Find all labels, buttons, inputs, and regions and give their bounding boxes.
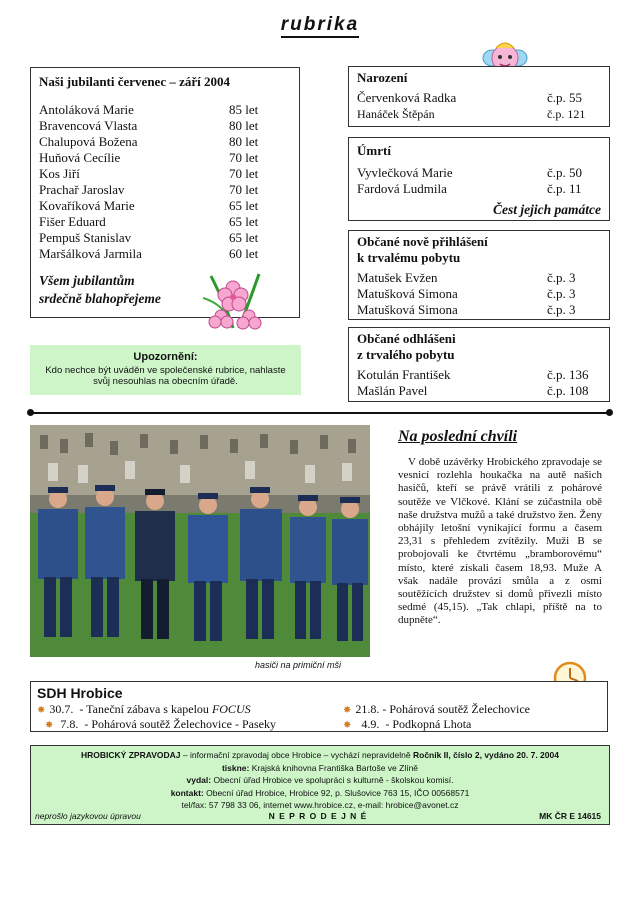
deregistered-cp: č.p. 108 <box>547 383 589 398</box>
footer-line-2: tiskne: Krajská knihovna Františka Bartoše ve Zlíně <box>221 762 419 773</box>
footer-line-1: HROBICKÝ ZPRAVODAJ – informační zpravodaj obce Hrobice – vychází nepravidelně Ročník II, číslo 2, vydáno 20. 7. 2004 <box>81 750 559 760</box>
star-icon: ✸ <box>37 705 46 716</box>
page-header <box>0 14 640 36</box>
footer-line-4: kontakt: Obecní úřad Hrobice, Hrobice 92, p. Slušovice 763 15, IČO 00568571 <box>170 787 470 798</box>
article-title: Na poslední chvíli <box>398 428 518 445</box>
footer-reg: MK ČR E 14615 <box>539 810 601 821</box>
deregistered-title-2: z trvalého pobytu <box>357 347 455 362</box>
sdh-box <box>30 681 608 732</box>
jubilant-name: Kos Jiří <box>39 166 80 181</box>
jubilant-row <box>39 118 291 134</box>
jubilant-age: 85 let <box>229 102 259 117</box>
jubilant-age: 70 let <box>229 166 259 181</box>
births-title: Narození <box>357 70 408 85</box>
deaths-box <box>348 137 610 221</box>
jubilants-greeting-1: Všem jubilantům <box>39 273 135 288</box>
header-title: rubrika <box>281 14 359 38</box>
deaths-honor: Čest jejich památce <box>493 202 601 217</box>
jubilant-row <box>39 246 291 262</box>
notice-line-1: Kdo nechce být uváděn ve společenské rubrice, nahlaste <box>45 365 286 376</box>
death-name: Vyvlečková Marie <box>357 165 453 180</box>
deaths-title: Úmrtí <box>357 143 391 158</box>
jubilants-title: Naši jubilanti červenec – září 2004 <box>39 74 230 89</box>
separator-dot-right <box>606 409 613 416</box>
jubilant-row <box>39 150 291 166</box>
jubilant-row <box>39 230 291 246</box>
birth-cp: č.p. 121 <box>547 107 586 121</box>
jubilant-age: 65 let <box>229 230 259 245</box>
firefighters-photo <box>30 425 370 657</box>
registered-name: Matušková Simona <box>357 302 458 317</box>
jubilant-row <box>39 198 291 214</box>
deregistered-name: Kotulán František <box>357 367 451 382</box>
sdh-title: SDH Hrobice <box>37 685 123 701</box>
footer-sale: N E P R O D E J N É <box>268 810 368 821</box>
jubilant-name: Kovaříková Marie <box>39 198 135 213</box>
footer-line-3: vydal: Obecní úřad Hrobice ve spolupráci s kulturně - školskou komisí. <box>186 775 454 785</box>
death-name: Fardová Ludmila <box>357 181 447 196</box>
jubilant-age: 60 let <box>229 246 259 261</box>
notice-line-2: svůj nesouhlas na obecním úřadě. <box>93 376 238 387</box>
registered-title-1: Občané nově přihlášení <box>357 234 488 249</box>
jubilant-age: 70 let <box>229 150 259 165</box>
jubilant-name: Maršálková Jarmila <box>39 246 142 261</box>
star-icon: ✸ <box>45 720 54 731</box>
death-cp: č.p. 50 <box>547 165 583 180</box>
jubilant-row <box>39 134 291 150</box>
jubilant-row <box>39 182 291 198</box>
registered-title-2: k trvalému pobytu <box>357 250 461 265</box>
jubilant-name: Fišer Eduard <box>39 214 106 229</box>
registered-box <box>348 230 610 320</box>
births-box <box>348 66 610 127</box>
jubilant-name: Pempuš Stanislav <box>39 230 132 245</box>
jubilant-name: Prachař Jaroslav <box>39 182 125 197</box>
birth-cp: č.p. 55 <box>547 90 583 105</box>
sdh-event: ✸ 21.8. - Pohárová soutěž Želechovice <box>343 702 530 716</box>
sdh-event: ✸ 7.8. - Pohárová soutěž Želechovice - Paseky <box>45 717 276 731</box>
jubilants-box <box>30 67 300 318</box>
registered-cp: č.p. 3 <box>547 286 576 301</box>
star-icon: ✸ <box>343 705 352 716</box>
jubilant-name: Chalupová Božena <box>39 134 138 149</box>
registered-cp: č.p. 3 <box>547 302 576 317</box>
jubilant-row <box>39 214 291 230</box>
jubilant-row <box>39 166 291 182</box>
registered-name: Matušková Simona <box>357 286 458 301</box>
jubilant-age: 65 let <box>229 198 259 213</box>
footer-line-5: tel/fax: 57 798 33 06, internet www.hrobice.cz, e-mail: hrobice@avonet.cz <box>181 800 459 810</box>
death-cp: č.p. 11 <box>547 181 582 196</box>
sdh-event: ✸ 4.9. - Podkopná Lhota <box>343 717 472 731</box>
footer-bottom-row <box>35 810 601 823</box>
registered-cp: č.p. 3 <box>547 270 576 285</box>
photo-caption: hasiči na primiční mši <box>255 660 342 670</box>
birth-name: Hanáček Štěpán <box>357 107 435 121</box>
jubilant-row <box>39 102 291 118</box>
notice-title: Upozornění: <box>133 351 198 363</box>
article-body: V době uzávěrky Hrobického zpravodaje se vesnicí rozlehla houkačka na autě našich hasičů, kteří se právě vrátili z pohárové soutěže ve Vlčkové. Klání se zúčastnila obě naše družstva mužů a také družstvo žen. Ženy obhájily letošní vynikající formu a časem 23,31 s přehledem zvítězily. Muži B se probojovali ke čtvrtému „bramborovému“ místo, které získali časem 18,93. Muže A však nadále provází smůla a z osmi soutěžících družstev si domů přivezli místo sedmé (45,15). „Tak chlapi, příště na to dupněte“. <box>398 456 602 627</box>
section-separator <box>30 412 610 414</box>
jubilant-name: Antoláková Marie <box>39 102 134 117</box>
jubilant-name: Bravencová Vlasta <box>39 118 138 133</box>
registered-name: Matušek Evžen <box>357 270 438 285</box>
jubilant-age: 70 let <box>229 182 259 197</box>
birth-name: Červenková Radka <box>357 90 457 105</box>
footer-note: neprošlo jazykovou úpravou <box>35 810 141 821</box>
jubilant-age: 80 let <box>229 134 259 149</box>
deregistered-cp: č.p. 136 <box>547 367 589 382</box>
deregistered-name: Mašlán Pavel <box>357 383 428 398</box>
deregistered-box <box>348 327 610 402</box>
jubilant-age: 80 let <box>229 118 259 133</box>
flower-icon <box>203 268 267 334</box>
footer-box <box>30 745 610 825</box>
jubilant-name: Huňová Cecílie <box>39 150 121 165</box>
star-icon: ✸ <box>343 720 352 731</box>
notice-box <box>30 345 301 395</box>
deregistered-title-1: Občané odhlášeni <box>357 331 456 346</box>
jubilants-greeting-2: srdečně blahopřejeme <box>39 291 161 306</box>
jubilant-age: 65 let <box>229 214 259 229</box>
jubilants-list <box>39 102 291 262</box>
sdh-event: ✸ 30.7. - Taneční zábava s kapelou FOCUS <box>37 702 251 716</box>
